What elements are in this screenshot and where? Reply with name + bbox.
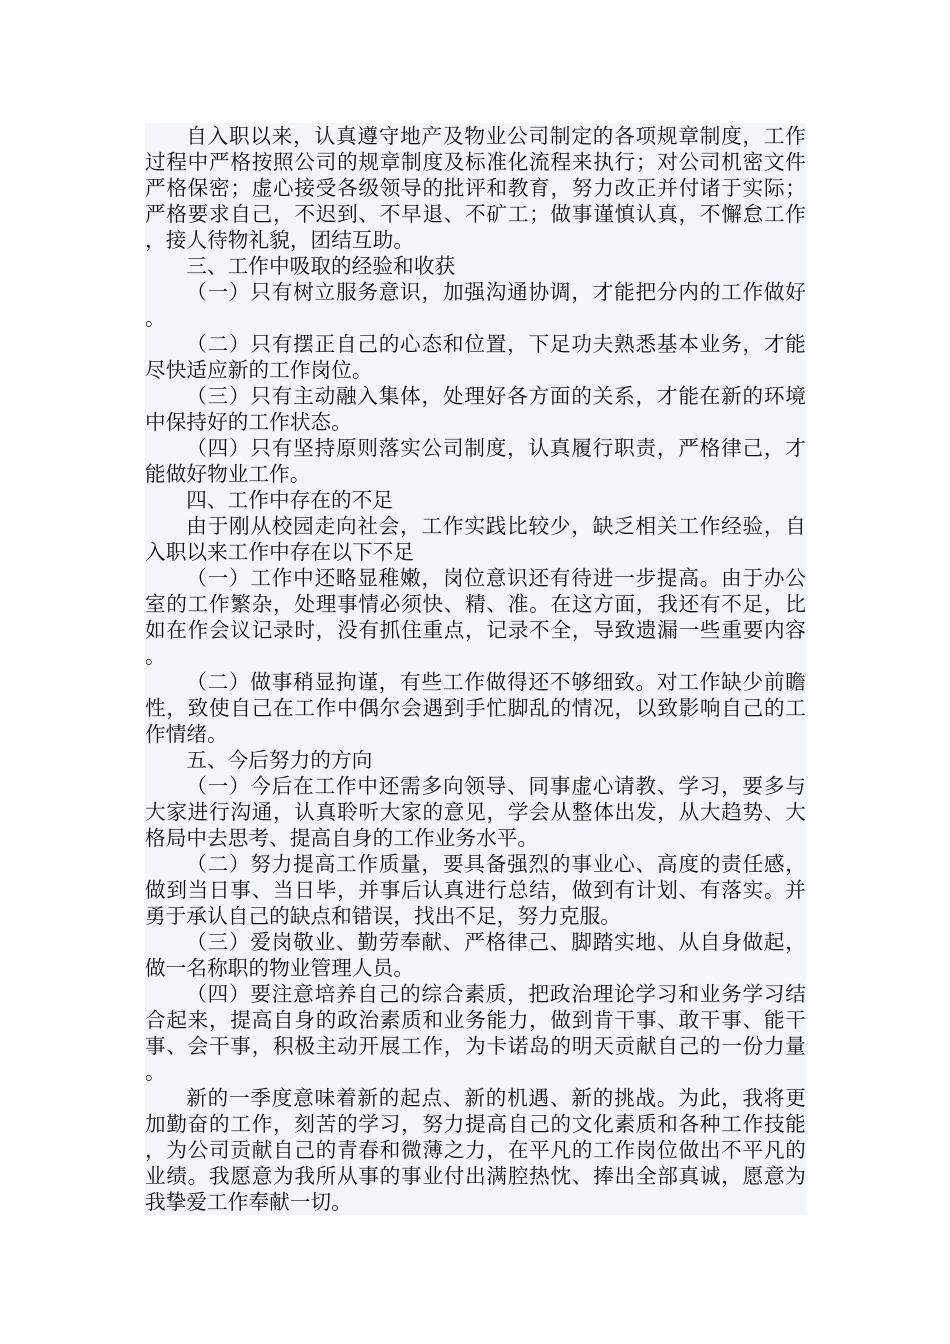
paragraph-3-1: （一）只有树立服务意识，加强沟通协调，才能把分内的工作做好。: [145, 280, 806, 330]
paragraph-3-4: （四）只有坚持原则落实公司制度，认真履行职责，严格律己，才能做好物业工作。: [145, 436, 806, 486]
section-heading-5: 五、今后努力的方向: [186, 748, 373, 772]
paragraph-5-2: （二）努力提高工作质量，要具备强烈的事业心、高度的责任感，做到当日事、当日毕，并事后认真进行总结，做到有计划、有落实。并勇于承认自己的缺点和错误，找出不足，努力克服。: [145, 852, 806, 928]
paragraph-5-4: （四）要注意培养自己的综合素质，把政治理论学习和业务学习结合起来，提高自身的政治素质和业务能力，做到肯干事、敢干事、能干事、会干事，积极主动开展工作，为卡诺岛的明天贡献自己的一份力量。: [145, 982, 806, 1084]
paragraph-3-3: （三）只有主动融入集体，处理好各方面的关系，才能在新的环境中保持好的工作状态。: [145, 384, 806, 434]
paragraph-4-1: （一）工作中还略显稚嫩，岗位意识还有待进一步提高。由于办公室的工作繁杂，处理事情必须快、精、准。在这方面，我还有不足，比如在作会议记录时，没有抓住重点，记录不全，导致遗漏一些重要内容。: [145, 566, 806, 668]
section-heading-4: 四、工作中存在的不足: [186, 488, 394, 512]
paragraph-4-2: （二）做事稍显拘谨，有些工作做得还不够细致。对工作缺少前瞻性，致使自己在工作中偶尔会遇到手忙脚乱的情况，以致影响自己的工作情绪。: [145, 670, 806, 746]
paragraph-conduct: 自入职以来，认真遵守地产及物业公司制定的各项规章制度，工作过程中严格按照公司的规章制度及标准化流程来执行；对公司机密文件严格保密；虚心接受各级领导的批评和教育，努力改正并付诸于实际；严格要求自己，不迟到、不早退、不矿工；做事谨慎认真，不懈怠工作，接人待物礼貌，团结互助。: [145, 124, 806, 252]
paragraph-closing: 新的一季度意味着新的起点、新的机遇、新的挑战。为此，我将更加勤奋的工作，刻苦的学习，努力提高自己的文化素质和各种工作技能，为公司贡献自己的青春和微薄之力，在平凡的工作岗位做出不平凡的业绩。我愿意为我所从事的事业付出满腔热忱、捧出全部真诚，愿意为我挚爱工作奉献一切。: [145, 1086, 806, 1214]
paragraph-3-2: （二）只有摆正自己的心态和位置，下足功夫熟悉基本业务，才能尽快适应新的工作岗位。: [145, 332, 806, 382]
section-heading-3: 三、工作中吸取的经验和收获: [186, 254, 456, 278]
paragraph-4-intro: 由于刚从校园走向社会，工作实践比较少，缺乏相关工作经验，自入职以来工作中存在以下不足: [145, 514, 806, 564]
document-body: [145, 123, 806, 1215]
paragraph-5-1: （一）今后在工作中还需多向领导、同事虚心请教、学习，要多与大家进行沟通，认真聆听大家的意见，学会从整体出发，从大趋势、大格局中去思考、提高自身的工作业务水平。: [145, 774, 806, 850]
paragraph-5-3: （三）爱岗敬业、勤劳奉献、严格律己、脚踏实地、从自身做起，做一名称职的物业管理人员。: [145, 930, 806, 980]
